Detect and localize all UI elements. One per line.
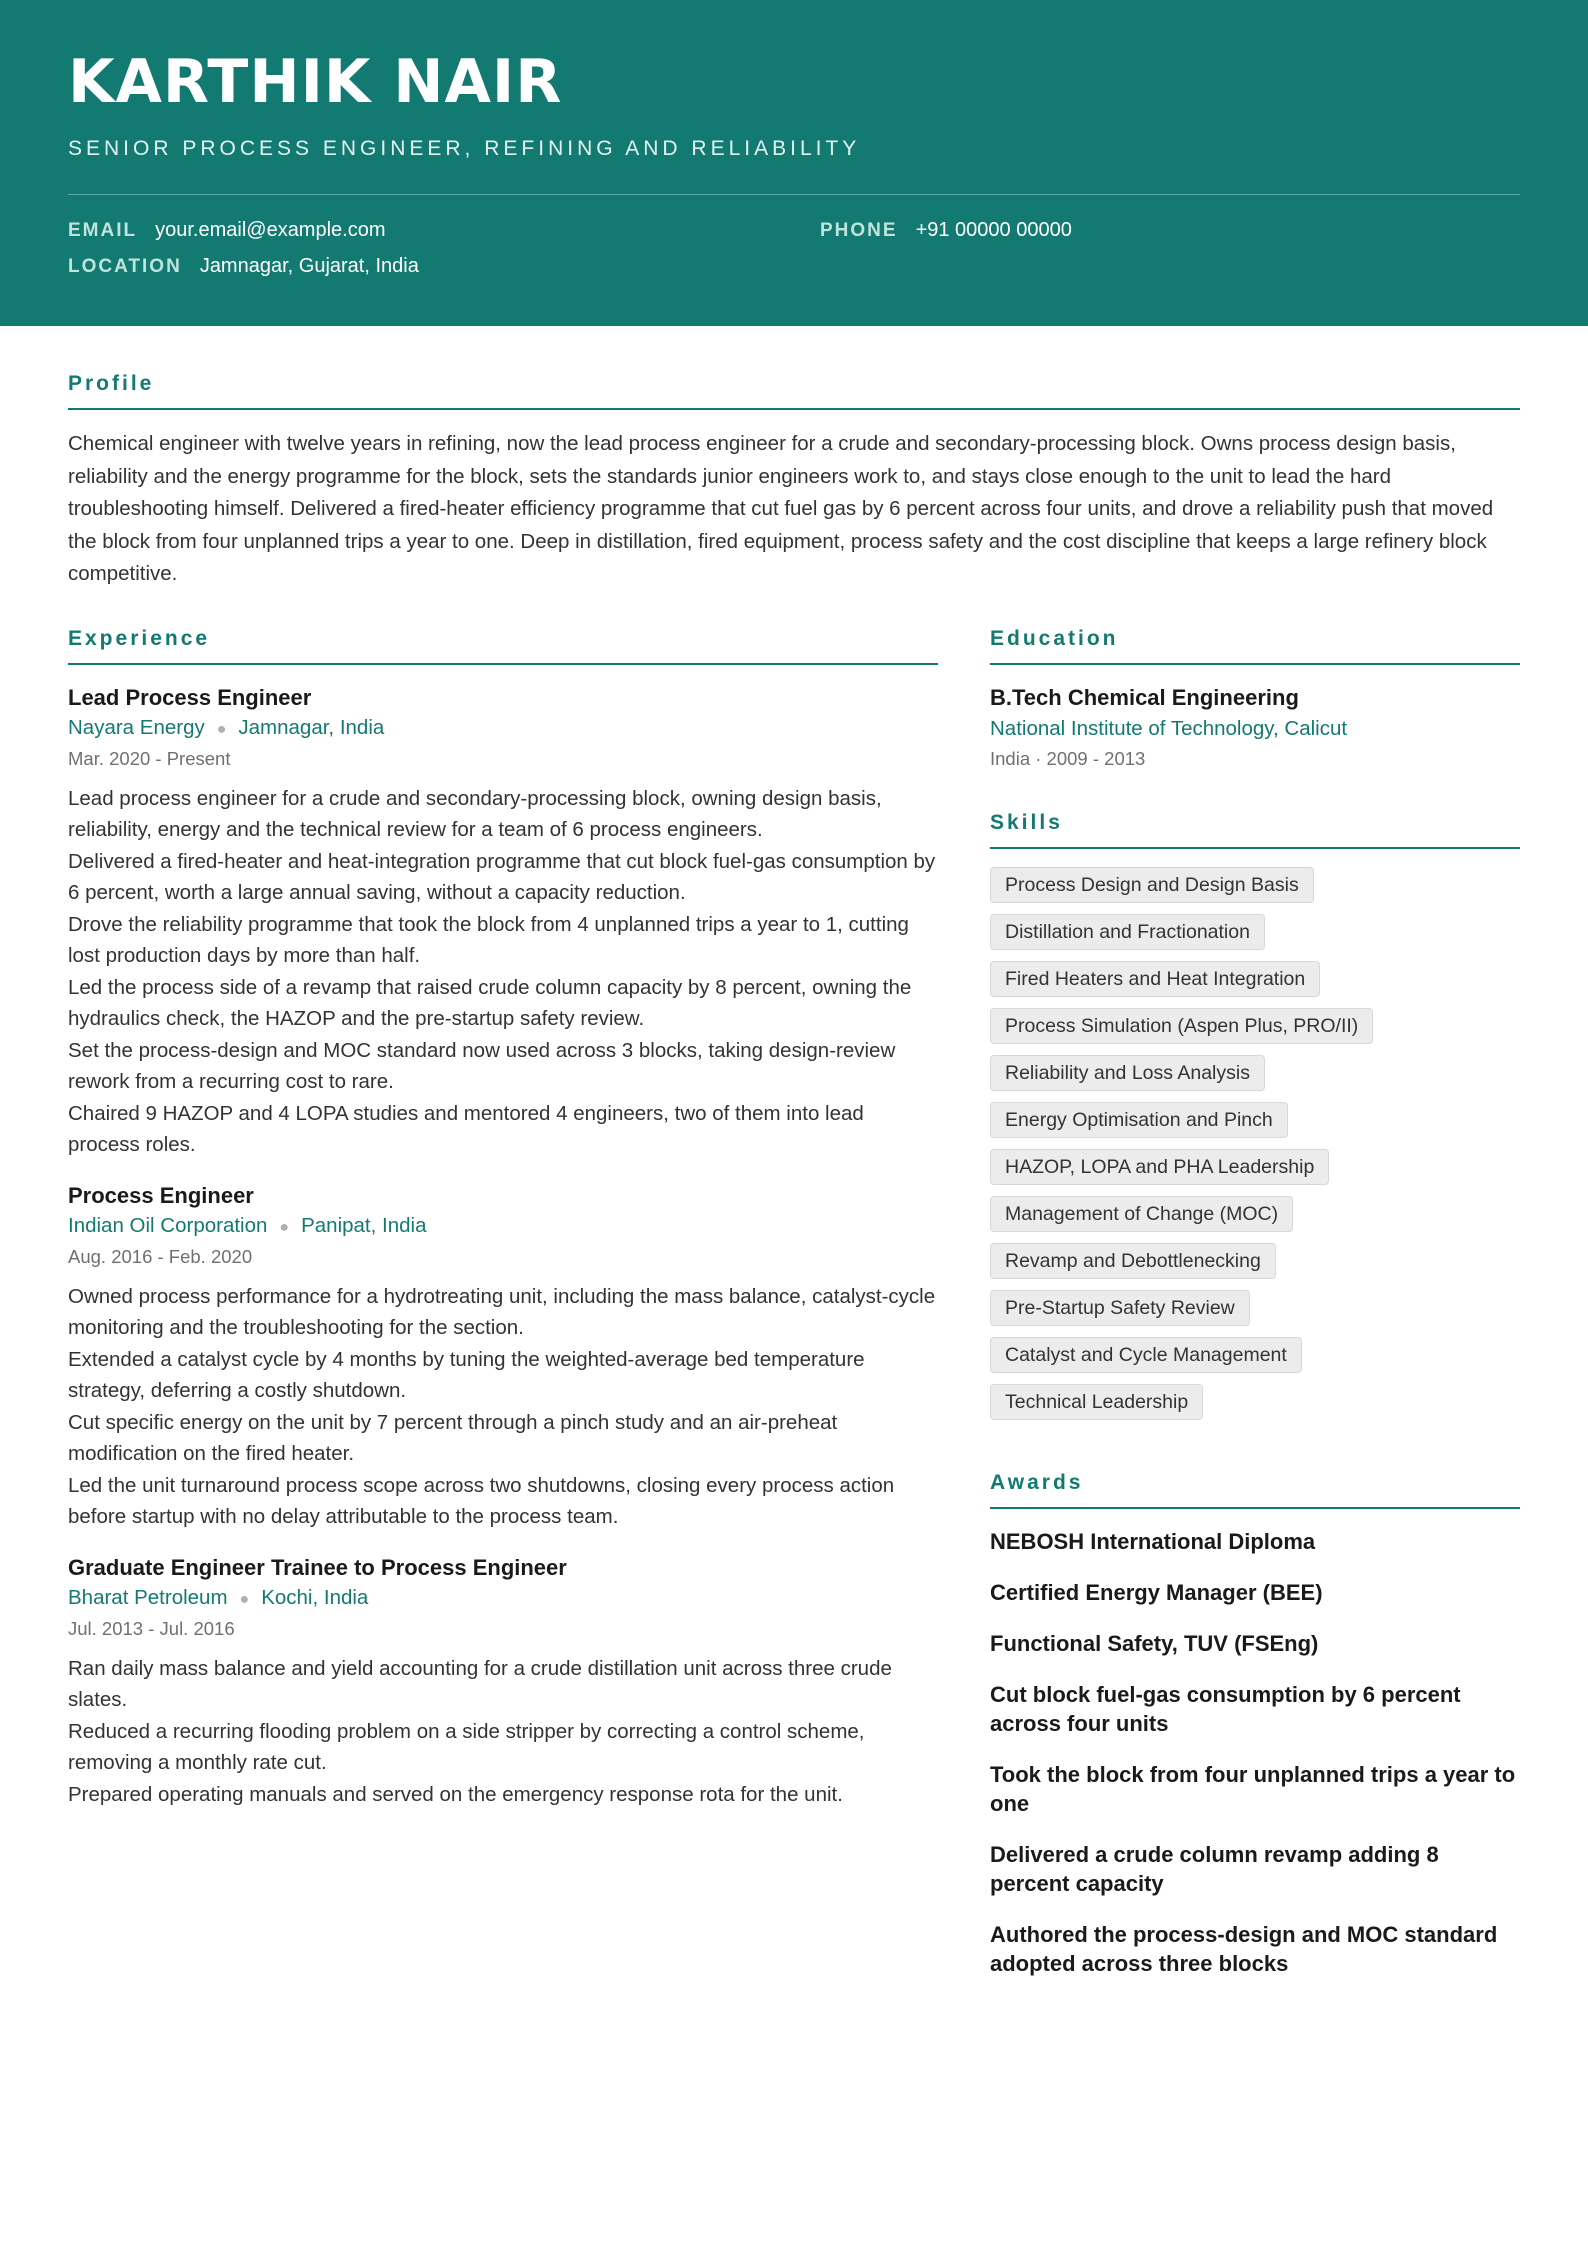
education-school: National Institute of Technology, Calicut: [990, 716, 1348, 740]
skill-chip: Pre-Startup Safety Review: [990, 1290, 1250, 1326]
education-heading: Education: [990, 627, 1520, 665]
sidebar-column: [990, 627, 1520, 2000]
contact-phone: [820, 219, 1072, 242]
job-bullet: Ran daily mass balance and yield accounting for a crude distillation unit across three crude slates.: [68, 1656, 892, 1711]
skills-list: [990, 867, 1520, 1431]
job-bullet: Led the unit turnaround process scope across two shutdowns, closing every process action before startup with no delay attributable to the process team.: [68, 1473, 895, 1528]
profile-heading: Profile: [68, 372, 1520, 410]
awards-section: [990, 1471, 1520, 1978]
job-bullet: Drove the reliability programme that took the block from 4 unplanned trips a year to 1, cutting lost production days by more than half.: [68, 912, 909, 967]
skills-section: [990, 811, 1520, 1431]
award-item: Took the block from four unplanned trips a year to one: [990, 1761, 1516, 1816]
skill-chip: Reliability and Loss Analysis: [990, 1055, 1265, 1091]
job-location: Panipat, India: [301, 1213, 427, 1237]
email-value[interactable]: your.email@example.com: [155, 219, 386, 241]
email-label: EMAIL: [68, 220, 138, 241]
candidate-title: SENIOR PROCESS ENGINEER, REFINING AND RELIABILITY: [68, 137, 861, 160]
job-meta: [68, 713, 938, 745]
job-entry: [68, 1181, 938, 1533]
education-section: [990, 627, 1520, 773]
skill-chip: Revamp and Debottlenecking: [990, 1243, 1276, 1279]
contact-location: [68, 255, 419, 278]
job-bullet: Prepared operating manuals and served on the emergency response rota for the unit.: [68, 1782, 843, 1806]
candidate-name: KARTHIK NAIR: [68, 47, 563, 117]
job-title: Process Engineer: [68, 1182, 254, 1208]
job-bullet: Chaired 9 HAZOP and 4 LOPA studies and mentored 4 engineers, two of them into lead process roles.: [68, 1101, 864, 1156]
job-bullet: Set the process-design and MOC standard now used across 3 blocks, taking design-review rework from a recurring cost to rare.: [68, 1038, 896, 1093]
job-bullet: Delivered a fired-heater and heat-integration programme that cut block fuel-gas consumption by 6 percent, worth a large annual saving, without a capacity reduction.: [68, 849, 936, 904]
skill-chip: Process Design and Design Basis: [990, 867, 1314, 903]
skill-chip: Catalyst and Cycle Management: [990, 1337, 1302, 1373]
skill-chip: Process Simulation (Aspen Plus, PRO/II): [990, 1008, 1373, 1044]
contact-email: [68, 219, 386, 242]
resume-body: [0, 326, 1588, 2000]
job-company: Bharat Petroleum: [68, 1585, 228, 1609]
job-bullet: Cut specific energy on the unit by 7 percent through a pinch study and an air-preheat modification on the fired heater.: [68, 1410, 838, 1465]
separator-dot-icon: ●: [216, 720, 227, 738]
job-meta: [68, 1211, 938, 1243]
skills-heading: Skills: [990, 811, 1520, 849]
skill-chip: Management of Change (MOC): [990, 1196, 1293, 1232]
location-label: LOCATION: [68, 256, 182, 277]
job-bullet: Owned process performance for a hydrotreating unit, including the mass balance, catalyst-cycle monitoring and the troubleshooting for the section.: [68, 1284, 936, 1339]
phone-label: PHONE: [820, 220, 898, 241]
skill-chip: HAZOP, LOPA and PHA Leadership: [990, 1149, 1329, 1185]
resume-header: [0, 0, 1588, 326]
separator-dot-icon: ●: [239, 1590, 250, 1608]
job-meta: [68, 1583, 938, 1615]
award-item: Delivered a crude column revamp adding 8 percent capacity: [990, 1841, 1439, 1896]
job-bullet: Led the process side of a revamp that raised crude column capacity by 8 percent, owning the hydraulics check, the HAZOP and the pre-startup safety review.: [68, 975, 912, 1030]
experience-heading: Experience: [68, 627, 938, 665]
job-title: Graduate Engineer Trainee to Process Engineer: [68, 1554, 567, 1580]
education-meta: India · 2009 - 2013: [990, 747, 1146, 769]
job-company: Indian Oil Corporation: [68, 1213, 268, 1237]
profile-section: [68, 372, 1520, 591]
contact-info: [68, 219, 1520, 299]
header-divider: [68, 194, 1520, 195]
location-value: Jamnagar, Gujarat, India: [199, 255, 419, 277]
phone-value[interactable]: +91 00000 00000: [915, 219, 1072, 241]
job-title: Lead Process Engineer: [68, 684, 312, 710]
skill-chip: Fired Heaters and Heat Integration: [990, 961, 1320, 997]
separator-dot-icon: ●: [279, 1218, 290, 1236]
experience-section: [68, 627, 938, 2000]
job-location: Jamnagar, India: [238, 715, 385, 739]
skill-chip: Energy Optimisation and Pinch: [990, 1102, 1288, 1138]
job-dates: Aug. 2016 - Feb. 2020: [68, 1245, 253, 1267]
job-entry: [68, 683, 938, 1161]
award-item: Cut block fuel-gas consumption by 6 percent across four units: [990, 1681, 1461, 1736]
job-bullet: Reduced a recurring flooding problem on a side stripper by correcting a control scheme, removing a monthly rate cut.: [68, 1719, 865, 1774]
award-item: Authored the process-design and MOC standard adopted across three blocks: [990, 1921, 1498, 1976]
award-item: Functional Safety, TUV (FSEng): [990, 1630, 1319, 1656]
education-degree: B.Tech Chemical Engineering: [990, 684, 1299, 710]
job-location: Kochi, India: [261, 1585, 369, 1609]
job-dates: Jul. 2013 - Jul. 2016: [68, 1617, 235, 1639]
job-bullet: Lead process engineer for a crude and secondary-processing block, owning design basis, reliability, energy and the technical review for a team of 6 process engineers.: [68, 786, 882, 841]
skill-chip: Technical Leadership: [990, 1384, 1203, 1420]
skill-chip: Distillation and Fractionation: [990, 914, 1265, 950]
job-dates: Mar. 2020 - Present: [68, 747, 231, 769]
job-company: Nayara Energy: [68, 715, 205, 739]
award-item: Certified Energy Manager (BEE): [990, 1579, 1323, 1605]
profile-text: Chemical engineer with twelve years in refining, now the lead process engineer for a crude and secondary-processing block. Owns process design basis, reliability and the energy programme for the block, sets the standards junior engineers work to, and stays close enough to the unit to lead the hard troubleshooting himself. Delivered a fired-heater efficiency programme that cut fuel gas by 6 percent across four units, and drove a reliability push that moved the block from four unplanned trips a year to one. Deep in distillation, fired equipment, process safety and the cost discipline that keeps a large refinery block competitive.: [68, 432, 1494, 585]
award-item: NEBOSH International Diploma: [990, 1528, 1316, 1554]
job-entry: [68, 1553, 938, 1811]
job-bullet: Extended a catalyst cycle by 4 months by tuning the weighted-average bed temperature strategy, deferring a costly shutdown.: [68, 1347, 865, 1402]
awards-heading: Awards: [990, 1471, 1520, 1509]
